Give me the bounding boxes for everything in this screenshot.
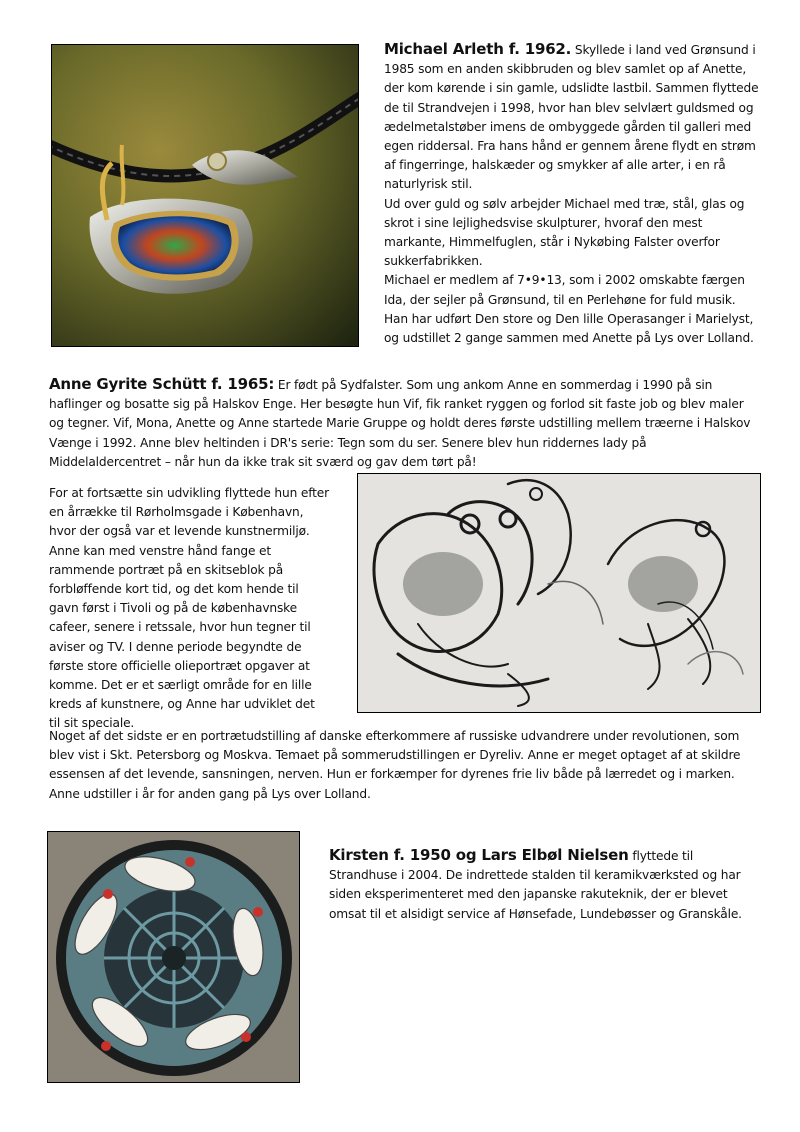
michael-paragraph-1: Skyllede i land ved Grønsund i 1985 som en anden skibbruden og blev samlet op af Anette, der kom kørende i sin gamle, udslidte lastbil. Sammen flyttede de til Strandvejen i 1998, hvor han blev selvlært guldsmed og ædelmetalstøber imens de ombyggede gården til galleri med egen riddersal. Fra hans hånd er gennem årene flydt en strøm af fingerringe, halskæder og smykker af alle arter, i en rå naturlyrisk stil.: [384, 43, 759, 192]
kirsten-heading: Kirsten f. 1950 og Lars Elbøl Nielsen: [329, 846, 629, 864]
kirsten-text: flyttede til Strandhuse i 2004. De indrettede stalden til keramikværksted og har siden eksperimenteret med den japanske rakuteknik, der er blevet omsat til et alsidigt service af Hønsefade, Lundebøsser og Granskåle.: [329, 849, 742, 921]
michael-paragraph-2: Ud over guld og sølv arbejder Michael med træ, stål, glas og skrot i sine lejlighedsvise skulpturer, hvoraf den mest markante, Himmelfuglen, står i Nykøbing Falster overfor sukkerfabrikken.: [384, 196, 745, 269]
kirsten-text-block: [329, 846, 757, 924]
michael-text-block: [384, 40, 759, 348]
anne-body: For at fortsætte sin udvikling flyttede hun efter en årrække til Rørholmsgade i København, hvor der også var et levende kunstnermiljø. Anne kan med venstre hånd fange et rammende portræt på en skitseblok på forbløffende kort tid, og det kom hende til gavn først i Tivoli og på de københavnske cafeer, senere i retssale, hvor hun tegner til aviser og TV. I denne periode begyndte de første store officielle olieportræt opgaver at komme. Det er et særligt område for en lille kreds af kunstnere, og Anne har udviklet det til sit speciale.: [49, 486, 329, 731]
anne-intro-block: [49, 375, 761, 472]
pendant-photo: [51, 44, 359, 347]
ceramic-plate-photo: [47, 831, 300, 1083]
toad-drawing: [357, 473, 761, 713]
michael-heading: Michael Arleth f. 1962.: [384, 40, 572, 58]
anne-heading: Anne Gyrite Schütt f. 1965:: [49, 375, 275, 393]
michael-paragraph-3: Michael er medlem af 7•9•13, som i 2002 omskabte færgen Ida, der sejler på Grønsund, til en Perlehøne for fuld musik. Han har udført Den store og Den lille Operasanger i Marielyst, og udstillet 2 gange sammen med Anette på Lys over Lolland.: [384, 273, 754, 346]
anne-body-block: [49, 484, 329, 734]
anne-closing: Noget af det sidste er en portrætudstilling af danske efterkommere af russiske udvandrere under revolutionen, som blev vist i Skt. Petersborg og Moskva. Temaet på sommerudstillingen er Dyreliv. Anne er meget optaget af at skildre essensen af det levende, sansningen, nerven. Hun er forkæmper for dyrenes frie liv både på lærredet og i marken. Anne udstiller i år for anden gang på Lys over Lolland.: [49, 729, 741, 801]
anne-closing-block: [49, 727, 761, 804]
anne-intro: Er født på Sydfalster. Som ung ankom Anne en sommerdag i 1990 på sin haflinger og bosatte sig på Halskov Enge. Her besøgte hun Vif, fik ranket ryggen og forlod sit faste job og blev maler og tegner. Vif, Mona, Anette og Anne startede Marie Gruppe og holdt deres første udstilling mellem træerne i Halskov Vænge i 1992. Anne blev heltinden i DR's serie: Tegn som du ser. Senere blev hun riddernes lady på Middelaldercentret – når hun da ikke trak sit sværd og gav dem tørt på!: [49, 378, 751, 469]
